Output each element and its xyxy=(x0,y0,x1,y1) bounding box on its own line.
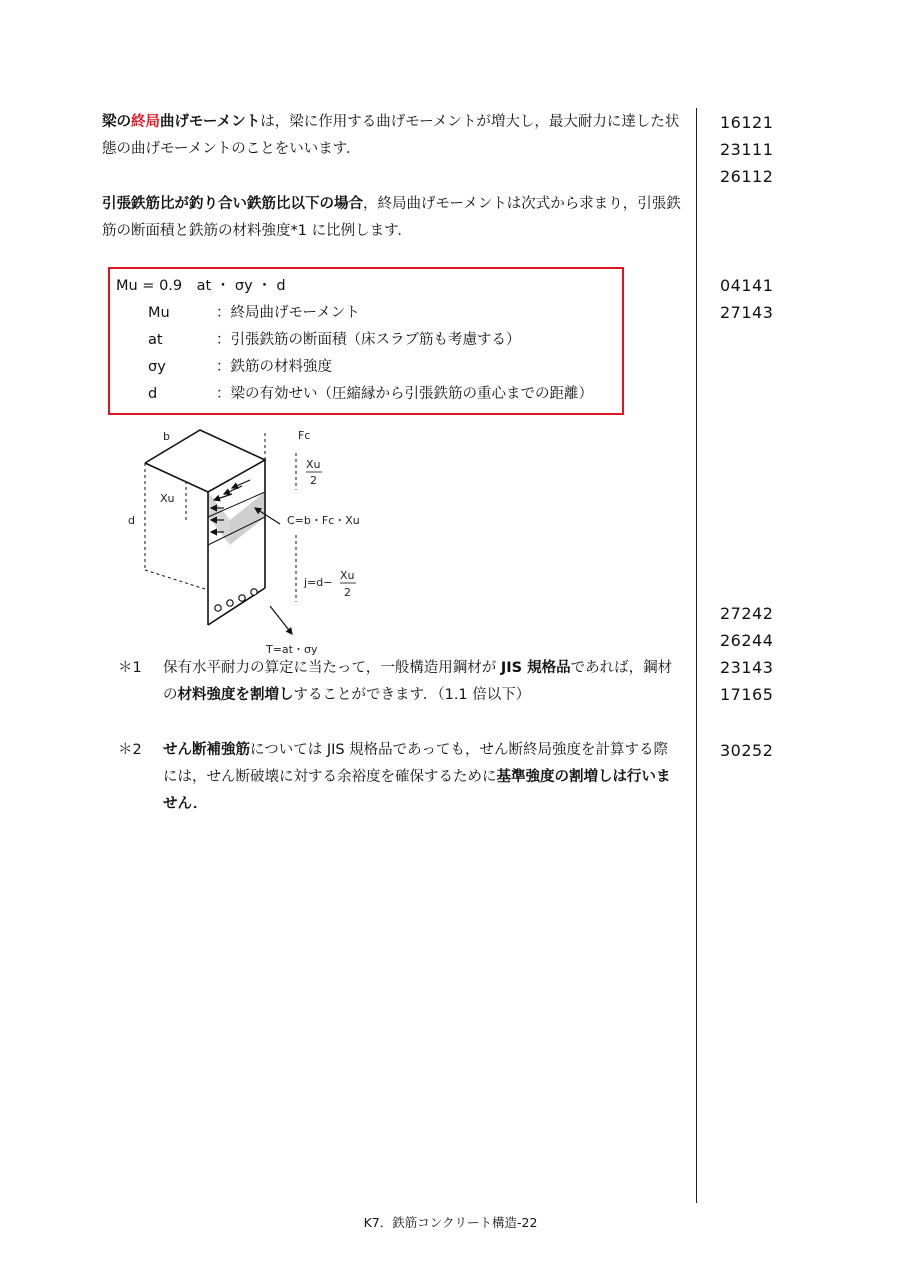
label-fc: Fc xyxy=(298,429,311,442)
code-item: 30252 xyxy=(720,741,774,760)
def-description: ：引張鉄筋の断面積（床スラブ筋も考慮する） xyxy=(216,332,521,348)
code-item: 27242 xyxy=(720,604,774,623)
label-lever-denominator: 2 xyxy=(344,586,351,599)
condition-text: ，終局曲げモーメントは次式から求まり，引張鉄筋の断面積と鉄筋の材料強度*1 に比例します． xyxy=(102,196,681,239)
code-item: 26112 xyxy=(720,167,774,186)
code-item: 04141 xyxy=(720,276,774,295)
intro-text: は，梁に作用する曲げモーメントが増大し，最大耐力に達した状態の曲げモーメントのことをいいます． xyxy=(102,114,680,157)
def-symbol: Mu xyxy=(148,305,170,321)
intro-paragraph xyxy=(102,109,682,163)
footnote-text: せん断補強筋については JIS 規格品であっても，せん断終局強度を計算する際には，せん断破壊に対する余裕度を確保するために基準強度の割増しは行いません． xyxy=(163,742,671,812)
condition-term: 引張鉄筋比が釣り合い鉄筋比以下の場合 xyxy=(102,196,363,212)
column-divider xyxy=(696,108,697,1203)
term-bending-moment: 曲げモーメント xyxy=(160,114,261,130)
code-item: 23111 xyxy=(720,140,774,159)
label-xu: Xu xyxy=(160,492,175,505)
label-compression: C=b・Fc・Xu xyxy=(287,514,360,527)
label-half-denominator: 2 xyxy=(310,474,317,487)
term-ultimate: 終局 xyxy=(131,114,160,130)
label-lever-arm: j=d− xyxy=(304,576,333,589)
rebar-circles xyxy=(215,589,257,611)
def-description: ：梁の有効せい（圧縮縁から引張鉄筋の重心までの距離） xyxy=(216,386,593,402)
code-item: 23143 xyxy=(720,658,774,677)
footnote-mark: ＊2 xyxy=(118,742,142,758)
formula-equation: Mu = 0.9 at ・ σy ・ d xyxy=(116,278,286,294)
code-item: 17165 xyxy=(720,685,774,704)
beam-section-diagram xyxy=(120,420,390,660)
code-item: 26244 xyxy=(720,631,774,650)
label-tension: T=at・σy xyxy=(266,643,318,656)
condition-paragraph xyxy=(102,191,682,245)
code-group-2 xyxy=(720,272,790,326)
code-item: 27143 xyxy=(720,303,774,322)
label-b: b xyxy=(163,430,170,443)
code-group-4 xyxy=(720,737,790,764)
compression-zone-side xyxy=(208,492,230,545)
def-symbol: d xyxy=(148,386,158,402)
label-xu-half: Xu xyxy=(306,458,321,471)
code-group-3 xyxy=(720,600,790,708)
def-description: ：鉄筋の材料強度 xyxy=(216,359,332,375)
page-footer: K7．鉄筋コンクリート構造-22 xyxy=(363,1215,538,1230)
def-symbol: at xyxy=(148,332,163,348)
formula-box xyxy=(108,267,624,415)
label-d: d xyxy=(128,514,135,527)
label-lever-xu: Xu xyxy=(340,569,355,582)
term-beam: 梁の xyxy=(102,114,131,130)
def-description: ：終局曲げモーメント xyxy=(216,305,360,321)
footnote-mark: ＊1 xyxy=(118,660,142,676)
def-symbol: σy xyxy=(148,359,166,375)
code-group-1 xyxy=(720,109,790,190)
code-item: 16121 xyxy=(720,113,774,132)
footnote-text: 保有水平耐力の算定に当たって，一般構造用鋼材が JIS 規格品であれば，鋼材の材料強度を割増しすることができます．（1.1 倍以下） xyxy=(163,660,673,703)
